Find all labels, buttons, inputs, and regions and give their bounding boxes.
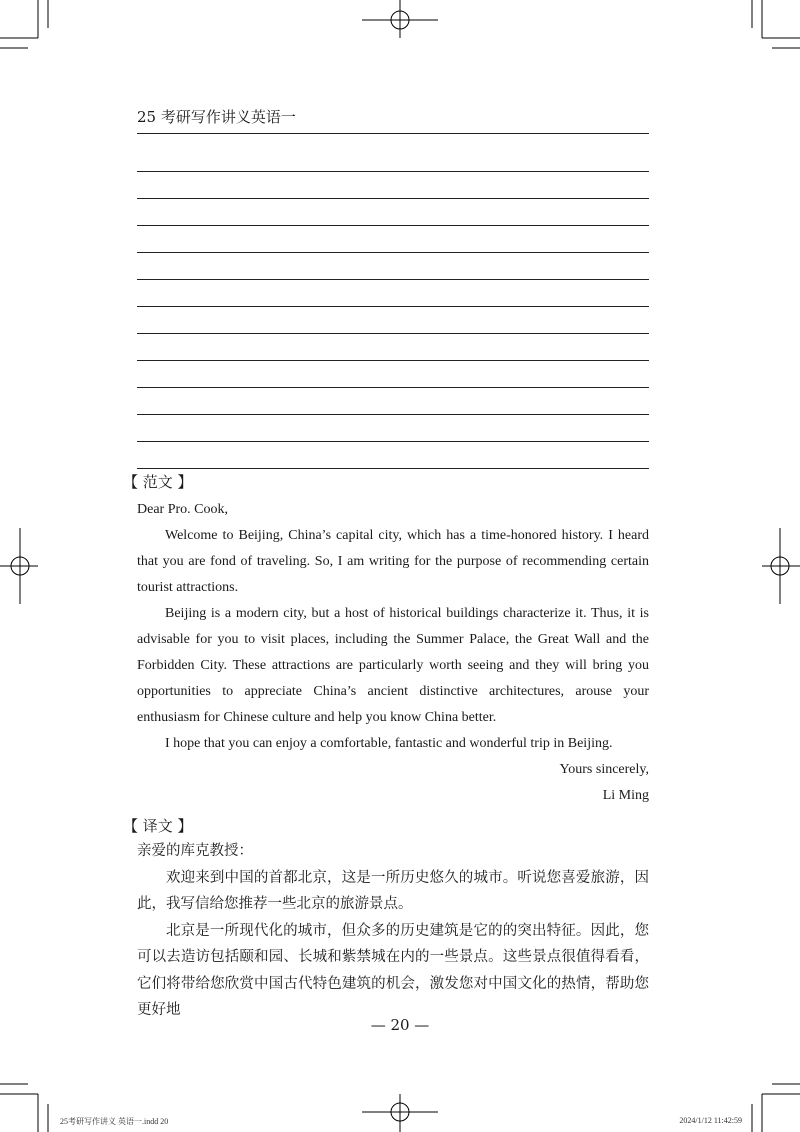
signature: Li Ming [602,788,649,803]
translation-paragraph: 欢迎来到中国的首都北京，这是一所历史悠久的城市。听说您喜爱旅游，因此，我写信给您推荐一些北京的旅游景点。 [137,869,649,912]
print-slug-file: 25考研写作讲义 英语一.indd 20 [60,1117,169,1126]
translation-salutation: 亲爱的库克教授： [137,843,253,859]
writing-line [137,334,649,361]
essay-paragraph: Welcome to Beijing, China’s capital city, which has a time-honored history. I heard that you are fond of traveling. So, I am writing for the purpose of recommending certain tourist attractions. [137,528,649,595]
writing-line [137,199,649,226]
writing-line [137,253,649,280]
print-slug-timestamp: 2024/1/12 11:42:59 [679,1116,742,1125]
salutation: Dear Pro. Cook, [137,502,228,517]
writing-line [137,226,649,253]
sample-essay-heading: 【 范文 】 [123,473,193,491]
writing-line [137,415,649,442]
running-head: 25 考研写作讲义英语一 [137,106,649,134]
writing-line [137,280,649,307]
translation [137,838,649,1024]
writing-line [137,388,649,415]
translation-heading: 【 译文 】 [123,817,193,835]
essay-paragraph: Beijing is a modern city, but a host of historical buildings characterize it. Thus, it is advisable for you to visit places, including the Summer Palace, the Great Wall and the Forbidden City. These attractions are particularly worth seeing and they will bring you opportunities to appreciate China’s ancient distinctive architectures, arouse your enthusiasm for Chinese culture and help you know China better. [137,606,649,725]
writing-line [137,145,649,172]
closing: Yours sincerely, [559,762,649,777]
writing-line [137,307,649,334]
writing-lines [137,145,649,469]
essay-paragraph: I hope that you can enjoy a comfortable, fantastic and wonderful trip in Beijing. [165,736,613,751]
page-number: — 20 — [370,1016,430,1034]
sample-essay [137,497,649,809]
writing-line [137,442,649,469]
writing-line [137,361,649,388]
writing-line [137,172,649,199]
translation-paragraph: 北京是一所现代化的城市，但众多的历史建筑是它的的突出特征。因此，您可以去造访包括颐和园、长城和紫禁城在内的一些景点。这些景点很值得看看，它们将带给您欣赏中国古代特色建筑的机会，激发您对中国文化的热情，帮助您更好地 [137,922,649,1018]
